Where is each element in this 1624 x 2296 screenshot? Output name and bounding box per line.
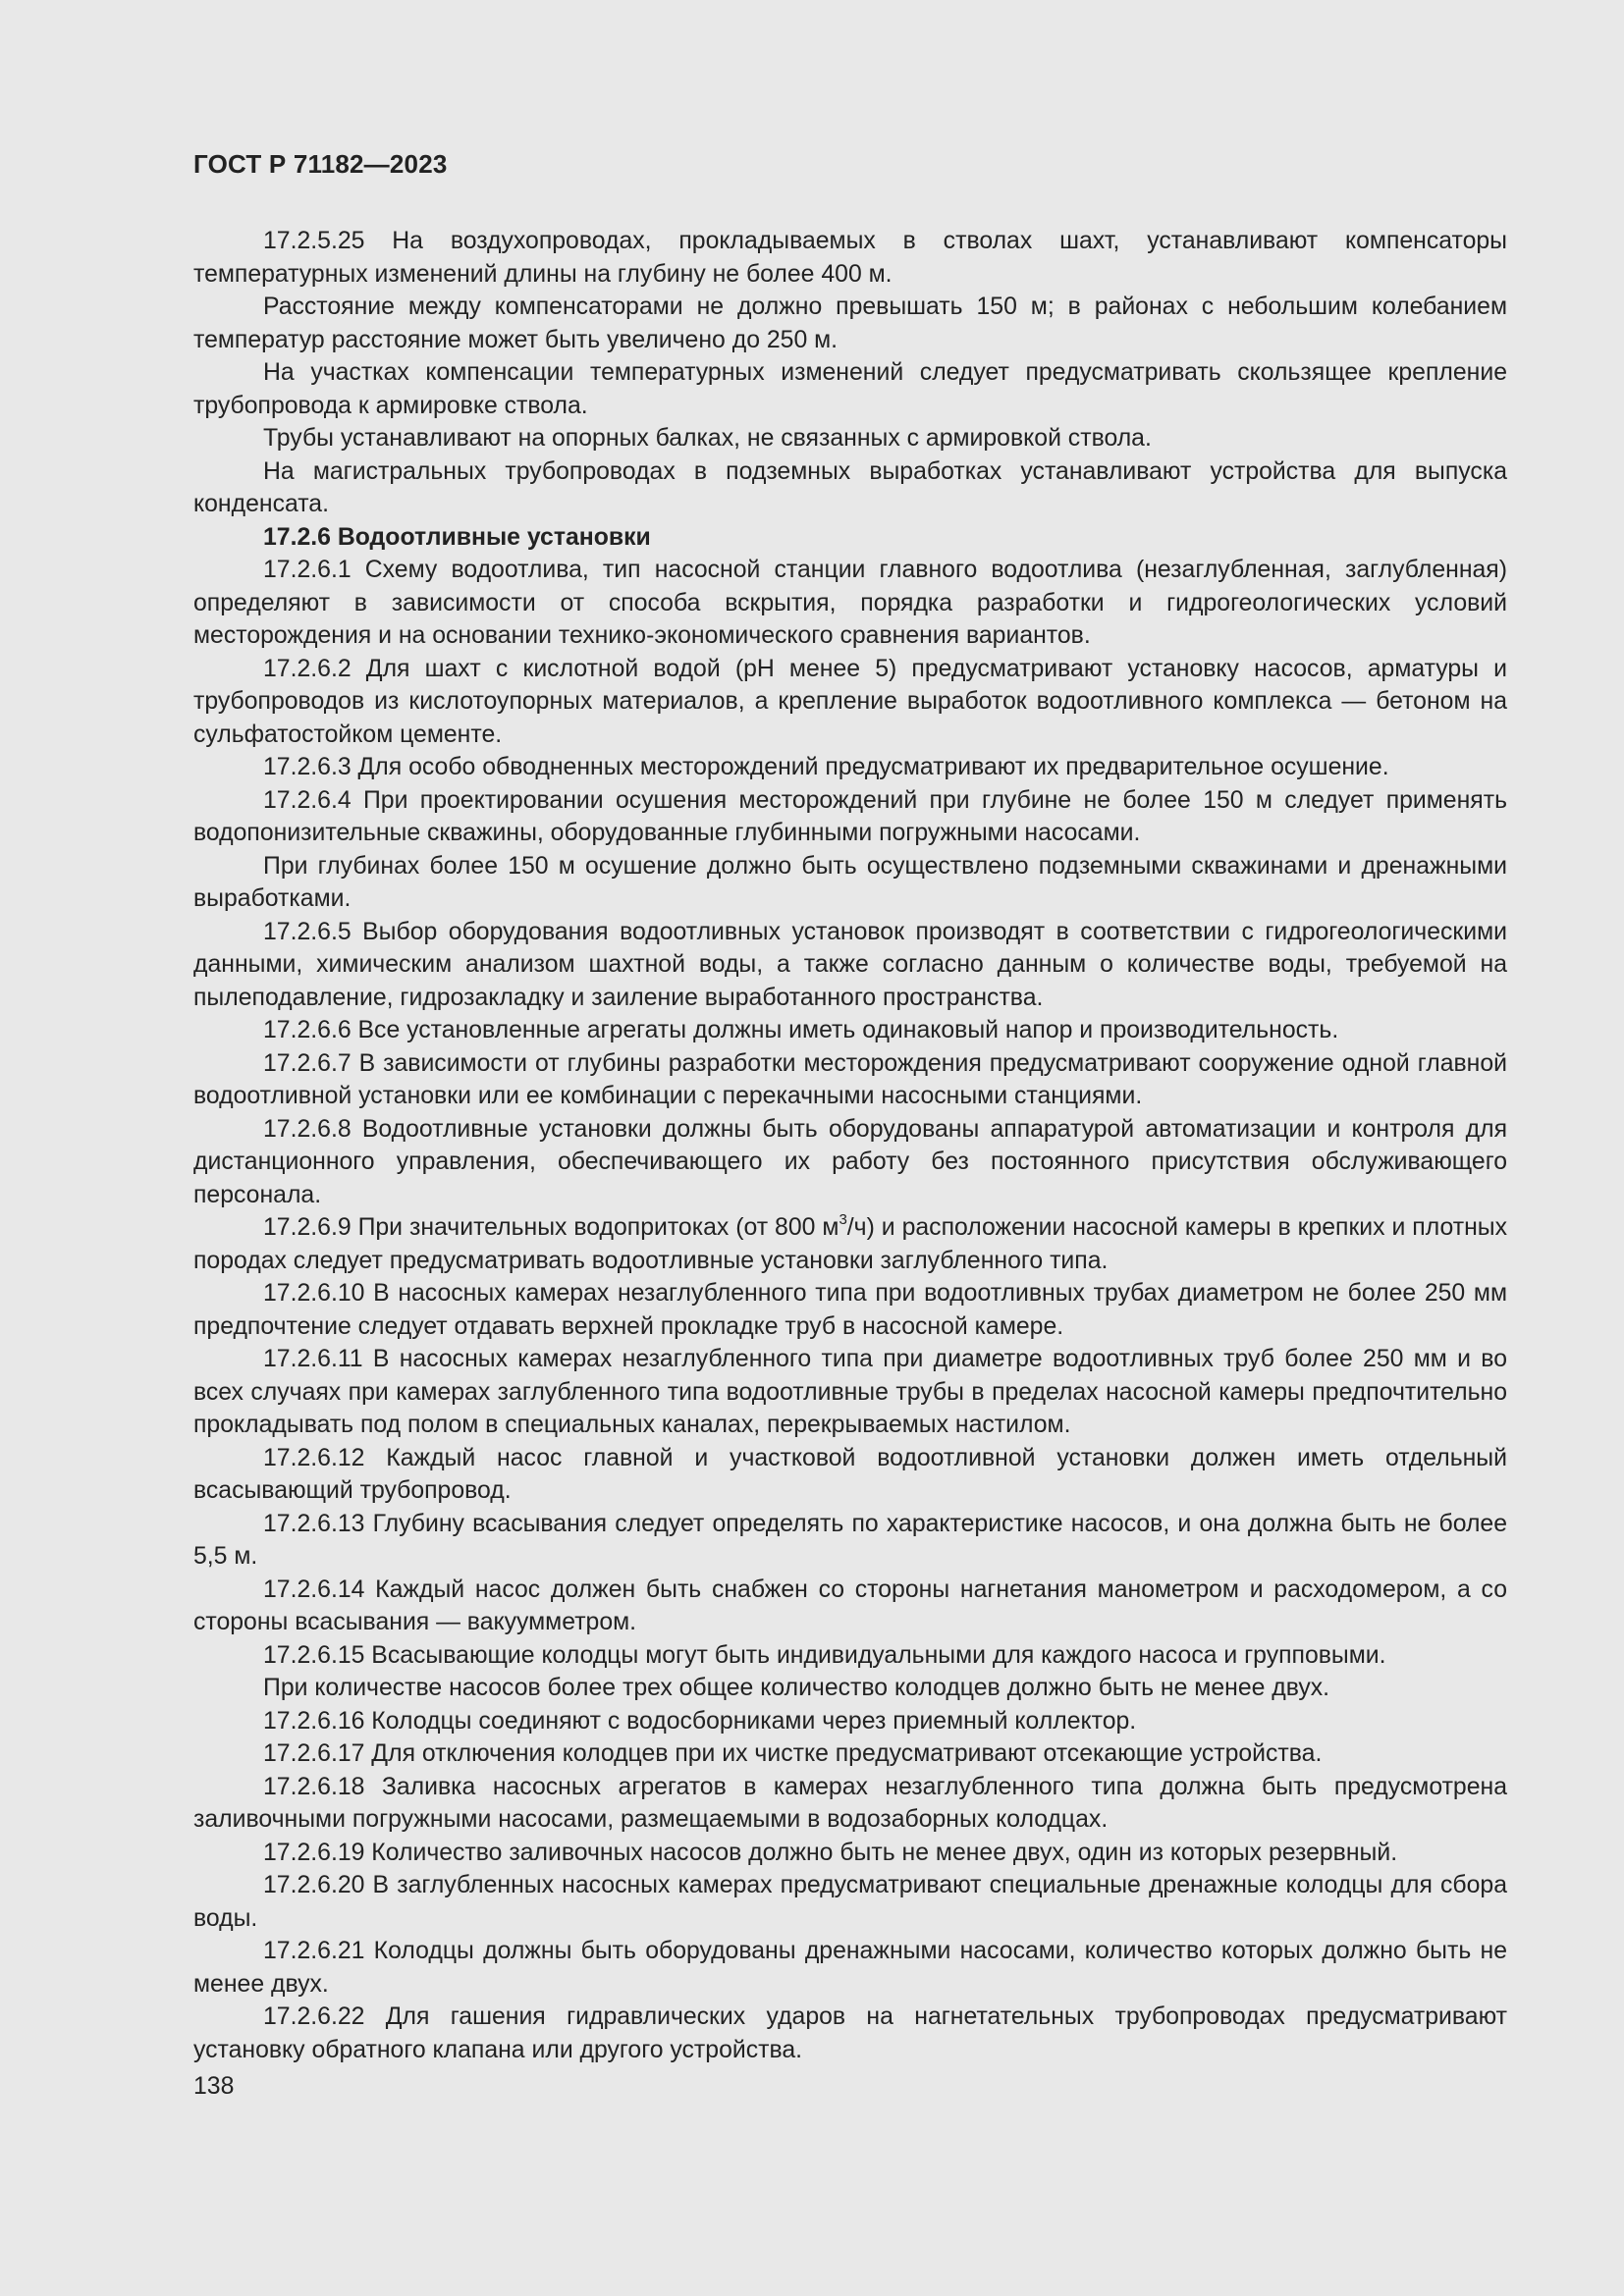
paragraph: 17.2.6.1 Схему водоотлива, тип насосной станции главного водоотлива (незаглубленная, заглубленная) определяют в зависимости от способа вскрытия, порядка разработки и гидрогеологических условий месторождения и на основании технико-экономического сравнения вариантов.: [193, 557, 1507, 649]
page-number: 138: [193, 2073, 235, 2100]
paragraph: 17.2.6.12 Каждый насос главной и участковой водоотливной установки должен иметь отдельный всасывающий трубопровод.: [193, 1444, 1507, 1504]
paragraph: 17.2.6.6 Все установленные агрегаты должны иметь одинаковый напор и производительность.: [263, 1017, 1339, 1043]
paragraph: 17.2.6.18 Заливка насосных агрегатов в камерах незаглубленного типа должна быть предусмотрена заливочными погружными насосами, размещаемыми в водозаборных колодцах.: [193, 1773, 1507, 1833]
document-body: [193, 225, 1507, 2066]
paragraph: 17.2.6.5 Выбор оборудования водоотливных установок производят в соответствии с гидрогеологическими данными, химическим анализом шахтной воды, а также согласно данным о количестве воды, требуемой на пылеподавление, гидрозакладку и заиление выработанного пространства.: [193, 918, 1507, 1011]
paragraph: 17.2.6.14 Каждый насос должен быть снабжен со стороны нагнетания манометром и расходомером, а со стороны всасывания — вакуумметром.: [193, 1575, 1507, 1635]
paragraph: 17.2.6.16 Колодцы соединяют с водосборниками через приемный коллектор.: [263, 1707, 1137, 1735]
paragraph-text: 17.2.6.9 При значительных водопритоках (от 800 м: [263, 1214, 839, 1241]
paragraph: 17.2.6.4 При проектировании осушения месторождений при глубине не более 150 м следует применять водопонизительные скважины, оборудованные глубинными погружными насосами.: [193, 786, 1507, 846]
paragraph: 17.2.6.13 Глубину всасывания следует определять по характеристике насосов, и она должна быть не более 5,5 м.: [193, 1510, 1507, 1570]
paragraph-with-superscript: [193, 1211, 1507, 1277]
paragraph: 17.2.6.21 Колодцы должны быть оборудованы дренажными насосами, количество которых должно быть не менее двух.: [193, 1938, 1507, 1998]
paragraph: 17.2.6.11 В насосных камерах незаглубленного типа при диаметре водоотливных труб более 250 мм и во всех случаях при камерах заглубленного типа водоотливные трубы в пределах насосной камеры предпочтительно прокладывать под полом в специальных каналах, перекрываемых настилом.: [193, 1346, 1507, 1438]
paragraph: 17.2.6.15 Всасывающие колодцы могут быть индивидуальными для каждого насоса и групповыми.: [263, 1641, 1386, 1669]
paragraph: На участках компенсации температурных изменений следует предусматривать скользящее крепление трубопровода к армировке ствола.: [193, 359, 1507, 419]
paragraph: Трубы устанавливают на опорных балках, не связанных с армировкой ствола.: [263, 425, 1152, 452]
document-header: ГОСТ Р 71182—2023: [193, 149, 448, 179]
paragraph: 17.2.6.3 Для особо обводненных месторождений предусматривают их предварительное осушение.: [263, 754, 1389, 780]
paragraph: Расстояние между компенсаторами не должно превышать 150 м; в районах с небольшим колебанием температур расстояние может быть увеличено до 250 м.: [193, 294, 1507, 353]
paragraph: 17.2.6.22 Для гашения гидравлических ударов на нагнетательных трубопроводах предусматривают установку обратного клапана или другого устройства.: [193, 2003, 1507, 2063]
paragraph: 17.2.6.2 Для шахт с кислотной водой (рН менее 5) предусматривают установку насосов, арматуры и трубопроводов из кислотоупорных материалов, а крепление выработок водоотливного комплекса — бетоном на сульфатостойком цементе.: [193, 655, 1507, 748]
superscript: 3: [839, 1210, 847, 1228]
paragraph: На магистральных трубопроводах в подземных выработках устанавливают устройства для выпуска конденсата.: [193, 457, 1507, 517]
paragraph: 17.2.6.20 В заглубленных насосных камерах предусматривают специальные дренажные колодцы для сбора воды.: [193, 1872, 1507, 1932]
paragraph-text: /ч) и расположении насосной камеры в крепких и плотных породах следует предусматривать водоотливные установки заглубленного типа.: [193, 1214, 1507, 1274]
paragraph: 17.2.6.7 В зависимости от глубины разработки месторождения предусматривают сооружение одной главной водоотливной установки или ее комбинации с перекачными насосными станциями.: [193, 1049, 1507, 1109]
paragraph: 17.2.6.8 Водоотливные установки должны быть оборудованы аппаратурой автоматизации и контроля для дистанционного управления, обеспечивающего их работу без постоянного присутствия обслуживающего персонала.: [193, 1115, 1507, 1208]
paragraph: При количестве насосов более трех общее количество колодцев должно быть не менее двух.: [263, 1675, 1330, 1701]
paragraph: 17.2.6.10 В насосных камерах незаглубленного типа при водоотливных трубах диаметром не более 250 мм предпочтение следует отдавать верхней прокладке труб в насосной камере.: [193, 1280, 1507, 1340]
paragraph: 17.2.6.19 Количество заливочных насосов должно быть не менее двух, один из которых резервный.: [263, 1839, 1398, 1866]
paragraph: 17.2.6.17 Для отключения колодцев при их чистке предусматривают отсекающие устройства.: [263, 1740, 1323, 1767]
paragraph: При глубинах более 150 м осушение должно быть осуществлено подземными скважинами и дренажными выработками.: [193, 852, 1507, 912]
section-heading: 17.2.6 Водоотливные установки: [263, 523, 651, 551]
paragraph: 17.2.5.25 На воздухопроводах, прокладываемых в стволах шахт, устанавливают компенсаторы температурных изменений длины на глубину не более 400 м.: [193, 228, 1507, 288]
